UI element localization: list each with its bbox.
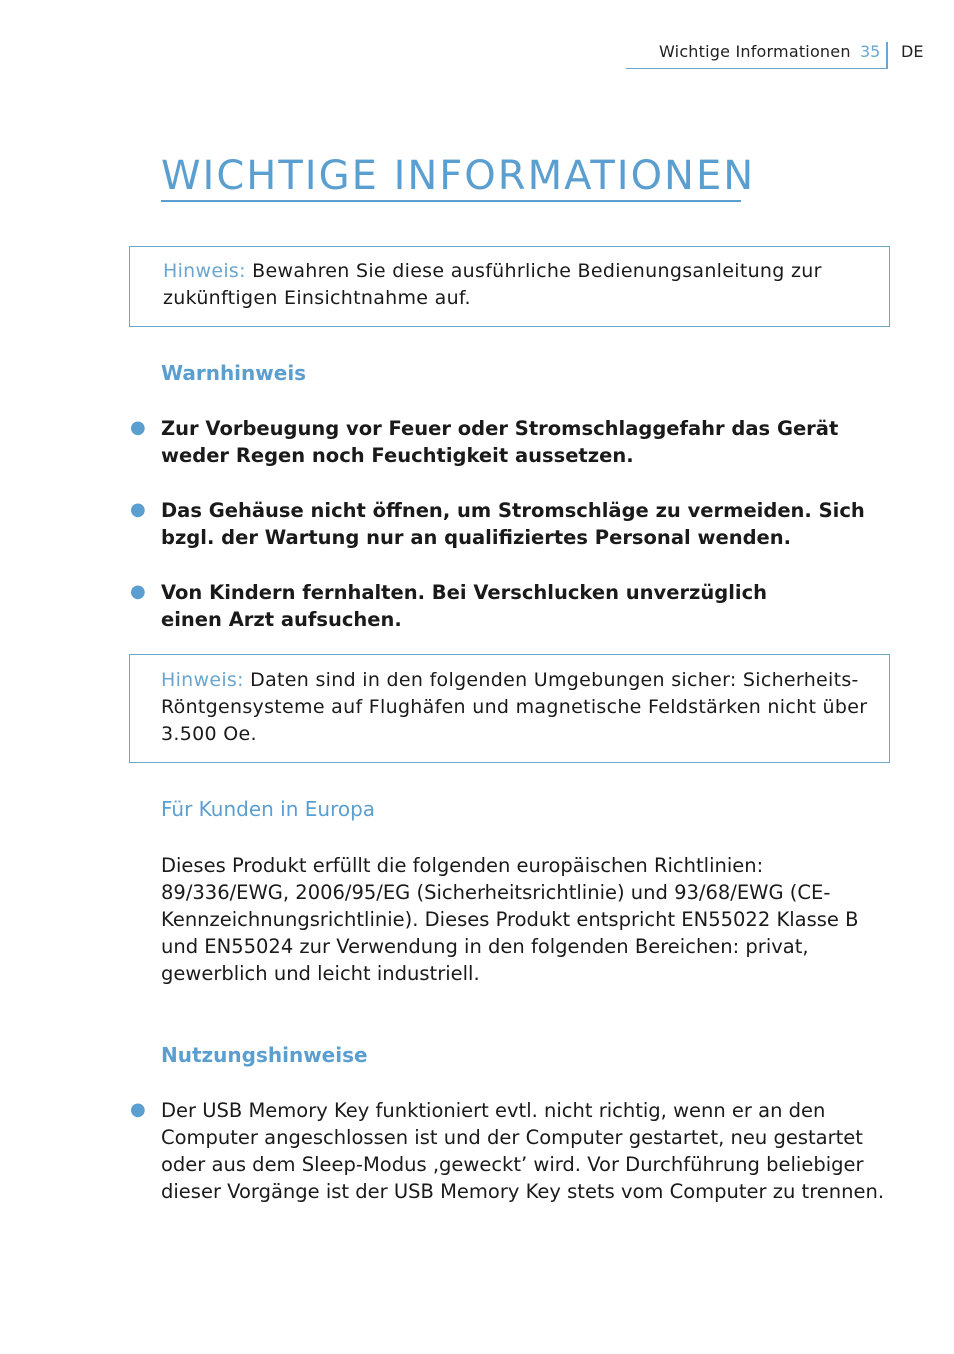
warning-item: Zur Vorbeugung vor Feuer oder Stromschlaggefahr das Gerät weder Regen noch Feuchtigkeit aussetzen. <box>161 417 839 467</box>
header-divider <box>886 42 888 68</box>
header-rule <box>626 68 888 69</box>
note-label: Hinweis: <box>163 260 246 282</box>
note-box-storage <box>129 246 890 327</box>
note-text: Daten sind in den folgenden Umgebungen sicher: Sicherheits-Röntgensysteme auf Flughäfen und magnetische Feldstärken nicht über 3.500 Oe. <box>161 669 868 745</box>
europe-heading: Für Kunden in Europa <box>161 797 376 821</box>
language-code: DE <box>901 42 924 61</box>
europe-paragraph: Dieses Produkt erfüllt die folgenden europäischen Richtlinien: 89/336/EWG, 2006/95/EG (Sicherheitsrichtlinie) und 93/68/EWG (CE-Kennzeichnungsrichtlinie). Dieses Produkt entspricht EN55022 Klasse B und EN55024 zur Verwendung in den folgenden Bereichen: privat, gewerblich und leicht industriell. <box>161 854 859 985</box>
note-box-data-safety <box>129 654 890 763</box>
warning-heading: Warnhinweis <box>161 361 307 385</box>
title-underline <box>161 200 741 202</box>
usage-heading: Nutzungshinweise <box>161 1043 368 1067</box>
bullet-icon: ● <box>130 1099 146 1120</box>
running-header-title: Wichtige Informationen <box>659 42 851 61</box>
note-text: Bewahren Sie diese ausführliche Bedienungsanleitung zur zukünftigen Einsichtnahme auf. <box>163 260 822 309</box>
bullet-icon: ● <box>130 417 146 438</box>
usage-item: Der USB Memory Key funktioniert evtl. nicht richtig, wenn er an den Computer angeschlossen ist und der Computer gestartet, neu gestartet oder aus dem Sleep-Modus ‚geweckt’ wird. Vor Durchführung beliebiger dieser Vorgänge ist der USB Memory Key stets vom Computer zu trennen. <box>161 1099 885 1203</box>
note-label: Hinweis: <box>161 669 244 691</box>
warning-item: Das Gehäuse nicht öffnen, um Stromschläge zu vermeiden. Sich bzgl. der Wartung nur an qualifiziertes Personal wenden. <box>161 499 865 549</box>
bullet-icon: ● <box>130 581 146 602</box>
bullet-icon: ● <box>130 499 146 520</box>
warning-item: Von Kindern fernhalten. Bei Verschlucken unverzüglich einen Arzt aufsuchen. <box>161 581 768 631</box>
page-number: 35 <box>860 42 881 61</box>
page-title: WICHTIGE INFORMATIONEN <box>161 153 756 199</box>
